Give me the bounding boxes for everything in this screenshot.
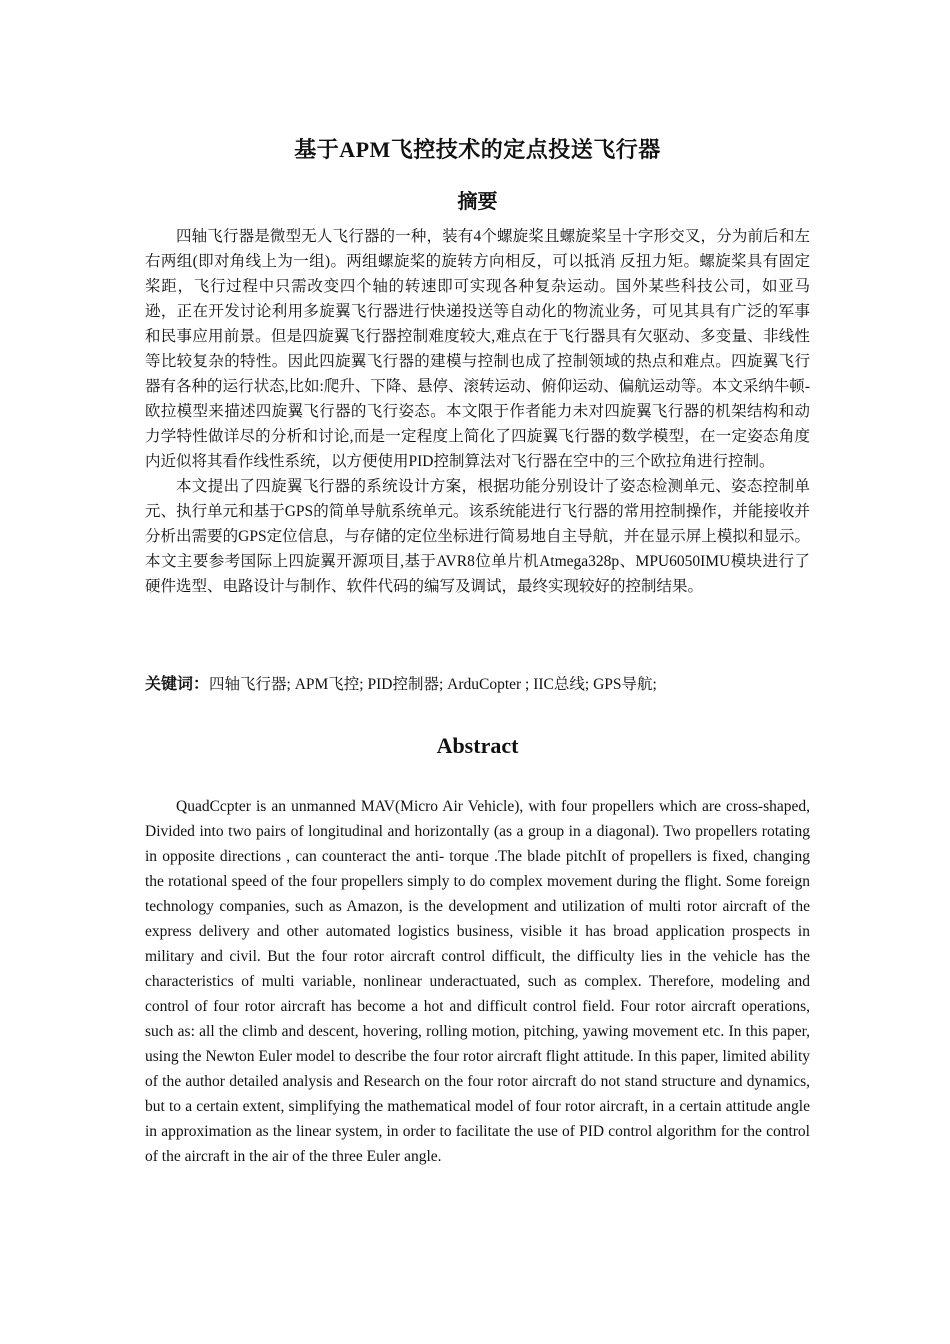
keywords-line bbox=[145, 672, 810, 697]
chinese-abstract-body bbox=[145, 224, 810, 599]
english-abstract-paragraph-1: QuadCcpter is an unmanned MAV(Micro Air Vehicle), with four propellers which are cross-shaped, Divided into two pairs of longitudinal and horizontally (as a group in a diagonal). Two propellers rotating in opposite directions , can counteract the anti- torque .The blade pitchIt of propellers is fixed, changing the rotational speed of the four propellers simply to do complex movement during the flight. Some foreign technology companies, such as Amazon, is the development and utilization of multi rotor aircraft of the express delivery and other automated logistics business, visible it has broad application prospects in military and civil. But the four rotor aircraft control difficult, the difficulty lies in the vehicle has the characteristics of multi variable, nonlinear underactuated, such as complex. Therefore, modeling and control of four rotor aircraft has become a hot and difficult control field. Four rotor aircraft operations, such as: all the climb and descent, hovering, rolling motion, pitching, yawing movement etc. In this paper, using the Newton Euler model to describe the four rotor aircraft flight attitude. In this paper, limited ability of the author detailed analysis and Research on the four rotor aircraft do not stand structure and dynamics, but to a certain extent, simplifying the mathematical model of four rotor aircraft, in a certain attitude angle in approximation as the linear system, in order to facilitate the use of PID control algorithm for the control of the aircraft in the air of the three Euler angle. bbox=[145, 798, 810, 1165]
paper-title: 基于APM飞控技术的定点投送飞行器 bbox=[294, 137, 661, 162]
keywords-label: 关键词： bbox=[145, 676, 210, 693]
chinese-abstract-heading: 摘要 bbox=[457, 191, 498, 213]
english-abstract-body bbox=[145, 794, 810, 1169]
chinese-abstract-paragraph-1: 四轴飞行器是微型无人飞行器的一种，装有4个螺旋桨且螺旋桨呈十字形交叉，分为前后和左右两组(即对角线上为一组)。两组螺旋桨的旋转方向相反，可以抵消 反扭力矩。螺旋桨具有固定桨距，飞行过程中只需改变四个轴的转速即可实现各种复杂运动。国外某些科技公司，如亚马逊，正在开发讨论利用多旋翼飞行器进行快递投送等自动化的物流业务，可见其具有广泛的军事和民事应用前景。但是四旋翼飞行器控制难度较大,难点在于飞行器具有欠驱动、多变量、非线性等比较复杂的特性。因此四旋翼飞行器的建模与控制也成了控制领域的热点和难点。四旋翼飞行器有各种的运行状态,比如:爬升、下降、悬停、滚转运动、俯仰运动、偏航运动等。本文采纳牛顿-欧拉模型来描述四旋翼飞行器的飞行姿态。本文限于作者能力未对四旋翼飞行器的机架结构和动力学特性做详尽的分析和讨论,而是一定程度上简化了四旋翼飞行器的数学模型，在一定姿态角度内近似将其看作线性系统，以方便使用PID控制算法对飞行器在空中的三个欧拉角进行控制。 bbox=[145, 228, 810, 470]
english-abstract-heading: Abstract bbox=[436, 733, 519, 758]
keywords-text: 四轴飞行器; APM飞控; PID控制器; ArduCopter ; IIC总线; GPS导航; bbox=[209, 676, 657, 693]
chinese-abstract-paragraph-2: 本文提出了四旋翼飞行器的系统设计方案，根据功能分别设计了姿态检测单元、姿态控制单元、执行单元和基于GPS的简单导航系统单元。该系统能进行飞行器的常用控制操作，并能接收并分析出需要的GPS定位信息，与存储的定位坐标进行简易地自主导航，并在显示屏上模拟和显示。本文主要参考国际上四旋翼开源项目,基于AVR8位单片机Atmega328p、MPU6050IMU模块进行了硬件选型、电路设计与制作、软件代码的编写及调试，最终实现较好的控制结果。 bbox=[145, 478, 810, 595]
